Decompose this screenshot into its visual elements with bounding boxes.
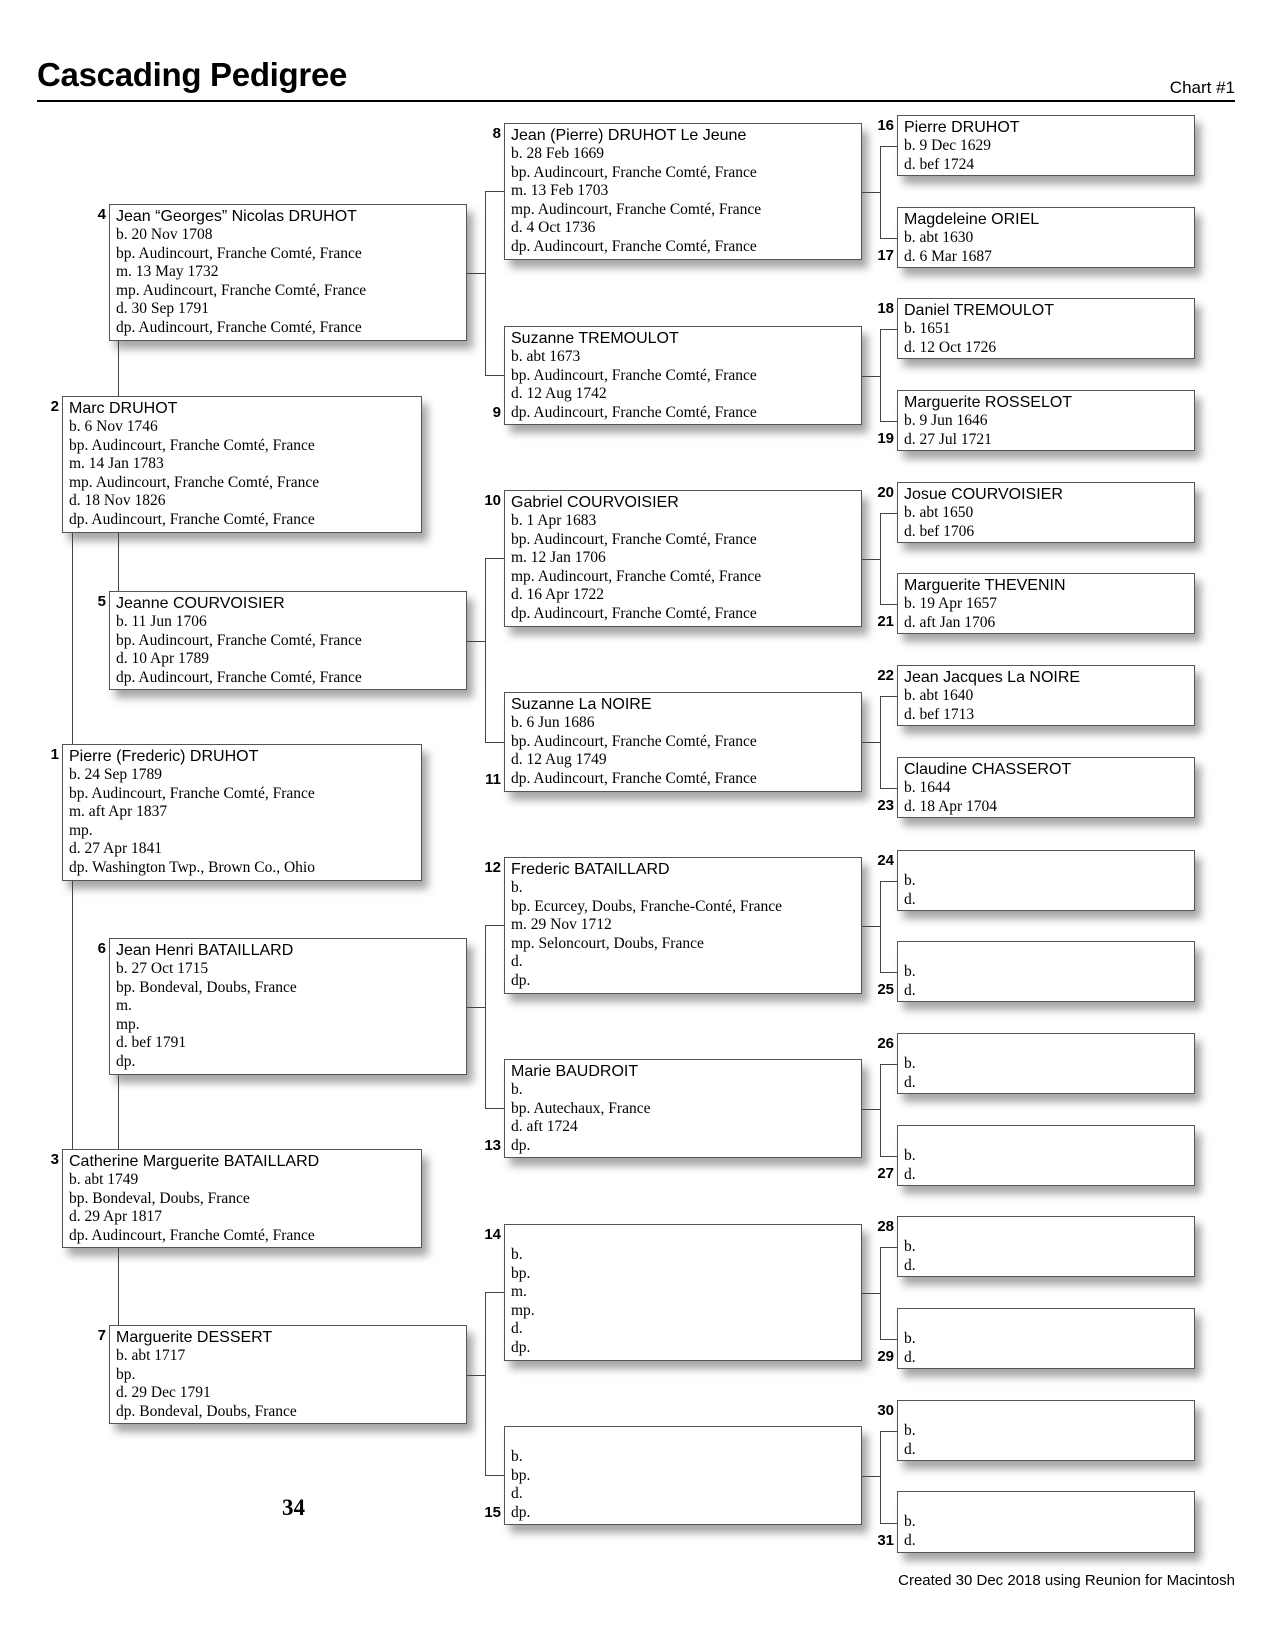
connector-line — [72, 881, 73, 1149]
person-fact: dp. Audincourt, Franche Comté, France — [116, 318, 362, 336]
person-box[interactable] — [109, 1325, 467, 1424]
person-fact: d. bef 1791 — [116, 1034, 187, 1052]
person-name — [904, 1403, 1194, 1422]
person-fact: d. 10 Apr 1789 — [116, 650, 209, 668]
connector-line — [862, 1293, 880, 1294]
person-fact: bp. — [116, 1365, 136, 1383]
page-number: 34 — [282, 1495, 305, 1520]
person-fact: bp. Audincourt, Franche Comté, France — [116, 244, 362, 262]
person-box[interactable] — [897, 850, 1195, 911]
person-name: Daniel TREMOULOT — [904, 302, 1054, 319]
person-fact: m. 13 May 1732 — [116, 263, 219, 281]
person-fact: dp. Washington Twp., Brown Co., Ohio — [69, 858, 315, 876]
person-name: Catherine Marguerite BATAILLARD — [69, 1153, 320, 1170]
connector-line — [485, 558, 504, 559]
ahnentafel-number: 17 — [877, 247, 894, 264]
connector-line — [880, 788, 897, 789]
person-fact: dp. Audincourt, Franche Comté, France — [511, 403, 757, 421]
person-fact: bp. Audincourt, Franche Comté, France — [511, 732, 757, 750]
ahnentafel-number: 26 — [877, 1035, 894, 1052]
person-fact: d. 18 Apr 1704 — [904, 797, 997, 815]
person-box[interactable] — [109, 591, 467, 690]
person-fact: dp. — [511, 1503, 531, 1521]
person-fact: bp. Audincourt, Franche Comté, France — [511, 366, 757, 384]
ahnentafel-number: 28 — [877, 1218, 894, 1235]
person-fact: b. 28 Feb 1669 — [511, 145, 604, 162]
person-fact: d. — [511, 953, 523, 971]
person-fact: d. 12 Oct 1726 — [904, 338, 997, 356]
connector-line — [880, 146, 897, 147]
ahnentafel-number: 15 — [484, 1504, 501, 1521]
person-fact: mp. Seloncourt, Doubs, France — [511, 934, 704, 952]
connector-line — [880, 513, 881, 604]
person-fact: b. — [904, 1147, 916, 1164]
connector-line — [880, 881, 897, 882]
person-box[interactable] — [504, 1224, 862, 1361]
person-box[interactable] — [62, 744, 422, 881]
connector-line — [862, 742, 880, 743]
person-name — [904, 944, 1194, 963]
connector-line — [880, 696, 897, 697]
person-box[interactable] — [62, 1149, 422, 1248]
person-fact: b. 1644 — [904, 779, 951, 796]
person-fact: d. 29 Apr 1817 — [69, 1208, 162, 1226]
person-box[interactable] — [897, 115, 1195, 176]
ahnentafel-number: 5 — [97, 593, 106, 610]
person-fact: b. — [904, 872, 916, 889]
person-fact: b. 1 Apr 1683 — [511, 512, 597, 529]
ahnentafel-number: 23 — [877, 797, 894, 814]
person-fact: b. — [904, 1513, 916, 1530]
connector-line — [880, 421, 897, 422]
person-fact: b. abt 1640 — [904, 687, 974, 704]
person-fact: b. 6 Jun 1686 — [511, 714, 595, 731]
person-name: Jean (Pierre) DRUHOT Le Jeune — [511, 127, 747, 144]
ahnentafel-number: 30 — [877, 1402, 894, 1419]
person-box[interactable] — [504, 1059, 862, 1158]
ahnentafel-number: 20 — [877, 484, 894, 501]
person-fact: b. 9 Jun 1646 — [904, 412, 988, 429]
ahnentafel-number: 14 — [484, 1226, 501, 1243]
connector-line — [880, 1247, 897, 1248]
person-fact: b. abt 1749 — [69, 1171, 139, 1188]
connector-line — [880, 1247, 881, 1339]
person-name: Claudine CHASSEROT — [904, 761, 1072, 778]
person-fact: dp. Bondeval, Doubs, France — [116, 1402, 297, 1420]
connector-line — [880, 881, 881, 972]
person-box[interactable] — [504, 326, 862, 425]
person-fact: b. — [904, 963, 916, 980]
person-fact: d. aft 1724 — [511, 1118, 578, 1136]
person-box[interactable] — [897, 941, 1195, 1002]
connector-line — [862, 559, 880, 560]
connector-line — [880, 1431, 881, 1523]
connector-line — [880, 329, 881, 421]
person-fact: d. — [904, 1256, 916, 1274]
person-name — [511, 1227, 861, 1246]
person-name: Marguerite ROSSELOT — [904, 394, 1073, 411]
person-box[interactable] — [897, 757, 1195, 818]
created-note: Created 30 Dec 2018 using Reunion for Macintosh — [898, 1572, 1235, 1589]
connector-line — [862, 1476, 880, 1477]
person-fact: b. abt 1717 — [116, 1347, 186, 1364]
title-rule — [37, 100, 1235, 102]
person-name: Jean Jacques La NOIRE — [904, 669, 1081, 686]
ahnentafel-number: 13 — [484, 1137, 501, 1154]
person-fact: dp. Audincourt, Franche Comté, France — [69, 1226, 315, 1244]
person-box[interactable] — [504, 857, 862, 994]
person-fact: d. 27 Apr 1841 — [69, 840, 162, 858]
ahnentafel-number: 25 — [877, 981, 894, 998]
person-fact: b. abt 1650 — [904, 504, 974, 521]
person-fact: bp. Ecurcey, Doubs, Franche-Conté, France — [511, 897, 783, 915]
chart-number: Chart #1 — [1169, 78, 1235, 97]
connector-line — [485, 191, 504, 192]
person-box[interactable] — [897, 482, 1195, 543]
ahnentafel-number: 11 — [485, 771, 501, 788]
person-fact: b. abt 1673 — [511, 348, 581, 365]
person-box[interactable] — [897, 1491, 1195, 1553]
connector-line — [880, 604, 897, 605]
person-fact: bp. Autechaux, France — [511, 1099, 651, 1117]
ahnentafel-number: 9 — [492, 404, 501, 421]
person-fact: bp. Audincourt, Franche Comté, France — [511, 163, 757, 181]
person-fact: b. 6 Nov 1746 — [69, 418, 158, 435]
person-name: Marguerite DESSERT — [116, 1329, 273, 1346]
person-fact: m. — [511, 1283, 527, 1301]
ahnentafel-number: 4 — [97, 206, 106, 223]
person-fact: mp. — [69, 821, 93, 839]
person-fact: d. 16 Apr 1722 — [511, 586, 604, 604]
person-fact: dp. — [511, 971, 531, 989]
person-name: Jean Henri BATAILLARD — [116, 942, 294, 959]
person-fact: d. — [904, 1165, 916, 1183]
connector-line — [485, 1475, 504, 1476]
person-name: Magdeleine ORIEL — [904, 211, 1040, 228]
person-fact: d. — [904, 1440, 916, 1458]
connector-line — [485, 742, 504, 743]
person-fact: d. 12 Aug 1749 — [511, 751, 607, 769]
person-box[interactable] — [109, 938, 467, 1075]
ahnentafel-number: 10 — [484, 492, 501, 509]
connector-line — [880, 238, 897, 239]
connector-line — [880, 972, 897, 973]
person-fact: d. 4 Oct 1736 — [511, 219, 596, 237]
person-name — [904, 853, 1194, 872]
person-name: Jean “Georges” Nicolas DRUHOT — [116, 208, 357, 225]
person-fact: b. 20 Nov 1708 — [116, 226, 213, 243]
person-name: Pierre DRUHOT — [904, 119, 1020, 136]
person-fact: d. 6 Mar 1687 — [904, 247, 992, 265]
person-box[interactable] — [897, 573, 1195, 634]
person-box[interactable] — [504, 490, 862, 627]
connector-line — [118, 341, 119, 396]
person-fact: b. — [511, 1081, 523, 1098]
person-fact: b. 27 Oct 1715 — [116, 960, 209, 977]
person-name: Suzanne La NOIRE — [511, 696, 652, 713]
person-fact: d. 29 Dec 1791 — [116, 1384, 211, 1402]
connector-line — [485, 925, 504, 926]
person-box[interactable] — [504, 123, 862, 260]
connector-line — [118, 533, 119, 591]
connector-line — [880, 146, 881, 238]
connector-line — [880, 1523, 897, 1524]
ahnentafel-number: 16 — [877, 117, 894, 134]
person-fact: d. bef 1724 — [904, 155, 975, 173]
person-name: Frederic BATAILLARD — [511, 861, 670, 878]
person-fact: b. 24 Sep 1789 — [69, 766, 162, 783]
person-fact: d. 27 Jul 1721 — [904, 430, 992, 448]
connector-line — [72, 533, 73, 744]
person-fact: d. 30 Sep 1791 — [116, 300, 209, 318]
ahnentafel-number: 1 — [50, 746, 59, 763]
person-name — [904, 1219, 1194, 1238]
person-box[interactable] — [897, 1125, 1195, 1186]
connector-line — [485, 1108, 504, 1109]
person-fact: dp. Audincourt, Franche Comté, France — [69, 510, 315, 528]
person-fact: d. — [904, 1531, 916, 1549]
connector-line — [862, 376, 880, 377]
person-fact: m. — [116, 997, 132, 1015]
person-fact: d. bef 1713 — [904, 705, 975, 723]
person-fact: d. — [904, 890, 916, 908]
connector-line — [485, 925, 486, 1108]
person-box[interactable] — [897, 1400, 1195, 1461]
person-fact: bp. — [511, 1264, 531, 1282]
person-fact: mp. Audincourt, Franche Comté, France — [69, 473, 320, 491]
person-name: Jeanne COURVOISIER — [116, 595, 285, 612]
connector-line — [118, 1248, 119, 1325]
person-fact: dp. — [511, 1136, 531, 1154]
connector-line — [862, 192, 880, 193]
ahnentafel-number: 24 — [877, 852, 894, 869]
ahnentafel-number: 3 — [50, 1151, 59, 1168]
person-name — [904, 1494, 1194, 1513]
person-fact: m. 12 Jan 1706 — [511, 549, 606, 567]
connector-line — [880, 1064, 881, 1156]
person-name — [904, 1036, 1194, 1055]
person-fact: mp. Audincourt, Franche Comté, France — [116, 281, 367, 299]
person-fact: mp. — [511, 1301, 535, 1319]
person-fact: dp. Audincourt, Franche Comté, France — [511, 769, 757, 787]
person-fact: b. — [904, 1055, 916, 1072]
connector-line — [880, 1064, 897, 1065]
person-fact: b. — [904, 1238, 916, 1255]
ahnentafel-number: 6 — [97, 940, 106, 957]
ahnentafel-number: 7 — [97, 1327, 106, 1344]
person-name: Marc DRUHOT — [69, 400, 178, 417]
ahnentafel-number: 18 — [877, 300, 894, 317]
person-fact: b. — [904, 1330, 916, 1347]
connector-line — [485, 1292, 504, 1293]
person-fact: mp. Audincourt, Franche Comté, France — [511, 567, 762, 585]
person-box[interactable] — [897, 1216, 1195, 1277]
person-fact: mp. — [116, 1015, 140, 1033]
person-fact: b. 11 Jun 1706 — [116, 613, 207, 630]
person-fact: b. — [904, 1422, 916, 1439]
connector-line — [485, 191, 486, 375]
person-box[interactable] — [504, 1426, 862, 1525]
person-fact: d. aft Jan 1706 — [904, 613, 996, 631]
person-fact: d. — [904, 1348, 916, 1366]
person-fact: d. — [904, 981, 916, 999]
ahnentafel-number: 29 — [877, 1348, 894, 1365]
person-name: Josue COURVOISIER — [904, 486, 1063, 503]
ahnentafel-number: 21 — [877, 613, 894, 630]
page-title: Cascading Pedigree — [37, 56, 348, 93]
person-fact: b. 1651 — [904, 320, 951, 337]
connector-line — [485, 1292, 486, 1475]
connector-line — [862, 926, 880, 927]
person-fact: d. — [904, 1073, 916, 1091]
person-fact: m. 13 Feb 1703 — [511, 182, 609, 200]
connector-line — [880, 513, 897, 514]
connector-line — [467, 273, 485, 274]
connector-line — [880, 1431, 897, 1432]
connector-line — [467, 641, 485, 642]
connector-line — [880, 1156, 897, 1157]
person-box[interactable] — [62, 396, 422, 533]
person-fact: d. — [511, 1485, 523, 1503]
ahnentafel-number: 12 — [484, 859, 501, 876]
person-box[interactable] — [897, 298, 1195, 359]
person-fact: mp. Audincourt, Franche Comté, France — [511, 200, 762, 218]
ahnentafel-number: 19 — [877, 430, 894, 447]
person-fact: b. — [511, 1448, 523, 1465]
person-name: Marguerite THEVENIN — [904, 577, 1066, 594]
person-fact: bp. Audincourt, Franche Comté, France — [69, 436, 315, 454]
person-fact: b. — [511, 1246, 523, 1263]
ahnentafel-number: 31 — [877, 1532, 894, 1549]
connector-line — [485, 375, 504, 376]
connector-line — [467, 1375, 485, 1376]
person-box[interactable] — [897, 665, 1195, 726]
connector-line — [485, 558, 486, 742]
person-fact: b. abt 1630 — [904, 229, 974, 246]
person-fact: b. — [511, 879, 523, 896]
person-fact: m. aft Apr 1837 — [69, 803, 168, 821]
person-fact: dp. — [511, 1338, 531, 1356]
person-fact: m. 29 Nov 1712 — [511, 916, 612, 934]
connector-line — [467, 1007, 485, 1008]
person-name — [904, 1128, 1194, 1147]
person-fact: d. bef 1706 — [904, 522, 975, 540]
person-fact: dp. Audincourt, Franche Comté, France — [511, 604, 757, 622]
person-box[interactable] — [897, 1033, 1195, 1094]
person-name — [511, 1429, 861, 1448]
ahnentafel-number: 27 — [877, 1165, 894, 1182]
person-name: Gabriel COURVOISIER — [511, 494, 679, 511]
person-fact: d. 12 Aug 1742 — [511, 385, 607, 403]
person-fact: b. 19 Apr 1657 — [904, 595, 997, 612]
person-box[interactable] — [897, 207, 1195, 268]
person-name: Marie BAUDROIT — [511, 1063, 639, 1080]
person-fact: dp. Audincourt, Franche Comté, France — [511, 237, 757, 255]
connector-line — [880, 696, 881, 788]
ahnentafel-number: 2 — [50, 398, 59, 415]
connector-line — [118, 1075, 119, 1149]
person-fact: b. 9 Dec 1629 — [904, 137, 991, 154]
person-fact: bp. Bondeval, Doubs, France — [116, 978, 297, 996]
person-fact: dp. Audincourt, Franche Comté, France — [116, 668, 362, 686]
person-name: Suzanne TREMOULOT — [511, 330, 679, 347]
person-box[interactable] — [897, 390, 1195, 451]
ahnentafel-number: 8 — [492, 125, 501, 142]
person-box[interactable] — [897, 1308, 1195, 1369]
connector-line — [880, 329, 897, 330]
person-fact: dp. — [116, 1052, 136, 1070]
person-fact: d. — [511, 1320, 523, 1338]
person-box[interactable] — [504, 692, 862, 792]
person-fact: bp. Audincourt, Franche Comté, France — [116, 631, 362, 649]
connector-line — [862, 1109, 880, 1110]
person-fact: bp. Audincourt, Franche Comté, France — [69, 784, 315, 802]
person-name: Pierre (Frederic) DRUHOT — [69, 748, 259, 765]
connector-line — [880, 1339, 897, 1340]
person-box[interactable] — [109, 204, 467, 341]
person-fact: m. 14 Jan 1783 — [69, 455, 164, 473]
ahnentafel-number: 22 — [877, 667, 894, 684]
person-fact: bp. — [511, 1466, 531, 1484]
person-fact: bp. Bondeval, Doubs, France — [69, 1189, 250, 1207]
person-fact: bp. Audincourt, Franche Comté, France — [511, 530, 757, 548]
person-name — [904, 1311, 1194, 1330]
person-fact: d. 18 Nov 1826 — [69, 492, 166, 510]
